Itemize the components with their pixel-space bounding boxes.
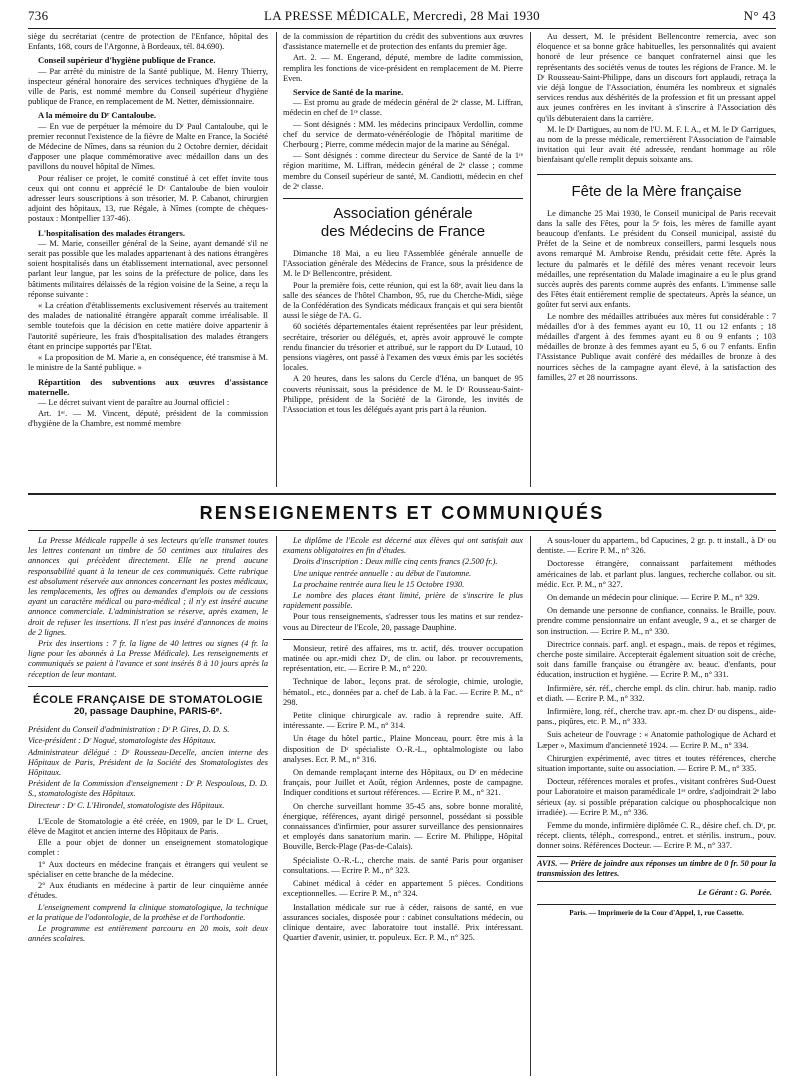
page-number: 736 — [28, 8, 49, 23]
paragraph: Pour réaliser ce projet, le comité constitué à cet effet invite tous ceux qui ont connu et apprécié le Dʳ Cantaloube de bien vouloir adresser leurs souscriptions à son trésorier, M. P. Cabanot, chirurgien adjoint des hôpitaux, 13, rue Régale, à Nîmes (compte de chèques-postaux : Montpellier 137-46). — [28, 173, 268, 224]
gerant-signature: Le Gérant : G. Porée. — [697, 888, 772, 898]
quote-paragraph: « La proposition de M. Marie a, en conséquence, été transmise à M. le ministre de la Santé publique. » — [28, 353, 268, 373]
classified-ad: Un étage du hôtel partic., Plaine Monceau, pourr. être mis à la disposition de Dʳ spécialiste O.-R.-L., ophtalmologiste ou labo analyses. Ecr. P. M., n° 316. — [283, 734, 523, 764]
classified-ad: Docteur, références morales et profes., visitant confrères Sud-Ouest pour Laboratoire et maison paramédicale 1ᵉʳ ordre, s'adjoindrait 2ᵉ labo sérieux (ay. si possible préparation calcique ou phosphocalcique non irradiée). — Ecrire P. M., n° 336. — [537, 777, 776, 817]
header-rule — [28, 28, 776, 29]
column-2 — [283, 32, 523, 487]
association-title-line-1: Association générale — [333, 205, 473, 223]
classified-ad: Directrice connais. parf. angl. et espagn., mais. de repos et régimes, cherche poste similaire. Accepterait également situation soit de crèche, soit dans famille française ou étrangère av. beauc. d'enfants, pour éducation, instruction et hygiène. — Ecrire P. M., n° 331. — [537, 639, 776, 680]
officer-line: Président du Conseil d'administration : Dʳ P. Gires, D. D. S. — [28, 725, 230, 735]
paragraph: 1° Aux docteurs en médecine français et étrangers qui veulent se spécialiser en cette branche de la médecine. — [28, 859, 268, 879]
classified-ad: A sous-louer du appartem., bd Capucines, 2 gr. p. tt install., à Dʳ ou dentiste. — Ecrire P. M., n° 326. — [537, 536, 776, 556]
ads-divider — [283, 639, 523, 640]
classified-ad: Doctoresse étrangère, connaissant parfaitement méthodes américaines de lab. et parlant plus. langues, recherche collabor. ou sit. médic. Ecr. P. M., n° 327. — [537, 559, 776, 589]
column-4 — [28, 536, 268, 1076]
officer-line: Directeur : Dʳ C. L'Hirondel, stomatologiste des Hôpitaux. — [28, 800, 225, 810]
column-divider — [530, 536, 531, 1076]
column-divider — [530, 32, 531, 487]
paragraph: Le dimanche 25 Mai 1930, le Conseil municipal de Paris recevait dans la salle des Fêtes, pour la 5ᵉ fois, les mères de famille ayant beaucoup d'enfants. Le président du Conseil municipal, assisté du Préfet de la Seine et de nombreux conseillers, parmi lesquels nous avons remarqué M. Ambroise Rendu, présidait cette fête. Après la lecture du palmarès et le défilé des mères venant recevoir leurs médailles, une représentation du Malade imaginaire a eu le plus grand succès auprès des parents comme auprès des enfants. L'immense salle des Fêtes était entièrement remplie de spectateurs. Après la séance, un goûter fut servi aux enfants. — [537, 208, 776, 310]
paragraph: Art. 2. — M. Engerand, député, membre de ladite commission, remplira les fonctions de vice-président en remplacement de M. Pierre Even. — [283, 53, 523, 83]
classified-ad: Femme du monde, infirmière diplômée C. R., désire chef. ch. Dʳ, pr. récept. clients, téléph., correspond., entret. et stérilis. instrum., pouv. donner soins. Références Docteur. — Ecrire P. M., n° 337. — [537, 821, 776, 851]
paragraph: Le programme est entièrement parcouru en 20 mois, soit deux années scolaires. — [28, 923, 268, 944]
classified-ad: Spécialiste O.-R.-L., cherche mais. de santé Paris pour organiser consultations. — Ecrire P. M., n° 323. — [283, 855, 523, 875]
paragraph: — En vue de perpétuer la mémoire du Dʳ Paul Cantaloube, qui le premier reconnut l'existence de la fièvre de Malte en France, la Société de Médecine de Nîmes, dans sa réunion du 2 Octobre dernier, décidait d'apposer une plaque commémorative avec médaillon dans un des pavillons du nouvel hôpital de Nîmes. — [28, 121, 268, 172]
ecole-title: ÉCOLE FRANÇAISE DE STOMATOLOGIE — [32, 693, 264, 706]
fete-title: Fête de la Mère française — [537, 174, 776, 201]
classified-ad: Cabinet médical à céder en appartement 5 pièces. Conditions exceptionnelles. — Ecrire P. M., n° 324. — [283, 879, 523, 899]
classified-ad: On demande remplaçant interne des Hôpitaux, ou Dʳ en médecine français, pour Juillet et Août, région Ardennes, poste de campagne. Indiquer conditions et surtout références. — Ecrire P. M., n° 321. — [283, 768, 523, 798]
paragraph: A 20 heures, dans les salons du Cercle d'Iéna, un banquet de 95 couverts réunissait, sous la présidence de M. le Dʳ Rousseau-Saint-Philippe, président de la Société de la Gironde, les invités de l'Association et tous les délégués ayant pris part à la réunion. — [283, 374, 523, 415]
news-heading: Conseil supérieur d'hygiène publique de France. — [38, 55, 216, 66]
quote-paragraph: « La création d'établissements exclusivement réservés au traitement des malades de nationalité étrangère apparaît comme irréalisable. Il semble toutefois que la décision en cette matière doive appartenir à l'autorité supérieure, les frais d'hospitalisation des malades étrangers étant en principe supportés par l'Etat. — [28, 301, 268, 351]
avis-notice: AVIS. — Prière de joindre aux réponses un timbre de 0 fr. 50 pour la transmission des lettres. — [537, 856, 776, 882]
ecole-divider — [28, 686, 268, 687]
paragraph: Droits d'inscription : Deux mille cinq cents francs (2.500 fr.). — [293, 557, 498, 567]
paragraph: — Le décret suivant vient de paraître au Journal officiel : — [38, 397, 230, 407]
paragraph: Le diplôme de l'Ecole est décerné aux élèves qui ont satisfait aux examens obligatoires en fin d'études. — [283, 536, 523, 556]
classified-ad: Suis acheteur de l'ouvrage : « Anatomie pathologique de Achard et Læper », Maximum d'ancienneté 1924. — Ecrire P. M., n° 334. — [537, 730, 776, 750]
classified-ad: Installation médicale sur rue à céder, raisons de santé, en vue assurances sociales, disposée pour : cabinet consultations médecin, ou clinique dentaire, avec laboratoire tout installé. Prix intéressant. Quartier d'avenir, usinier, tr. populeux. Ecr. P. M., n° 325. — [283, 902, 523, 943]
issue-number: N° 43 — [743, 8, 776, 23]
printer-imprint: Paris. — Imprimerie de la Cour d'Appel, 1, rue Cassette. — [537, 904, 776, 918]
section-title: RENSEIGNEMENTS ET COMMUNIQUÉS — [199, 503, 605, 523]
paragraph: — Sont désignés : MM. les médecins principaux Verdollin, comme chef du service de dermato-vénéréologie de l'hôpital maritime de Cherbourg ; Pierre, comme médecin major de la marine au Sénégal. — [283, 119, 523, 150]
classified-ad: Infirmière, long. réf., cherche trav. apr.-m. chez Dʳ ou dispens., aide-pans., piqûres, etc. P. M., n° 333. — [537, 707, 776, 727]
news-heading: Répartition des subventions aux œuvres d'assistance maternelle. — [28, 376, 268, 397]
classified-ad: Monsieur, retiré des affaires, ms tr. actif, dés. trouver occupation matinée ou apr.-midi chez Dʳ, de clin. ou labor. pr recouvrements, représentation, etc. — Ecrire P. M., n° 220. — [283, 643, 523, 674]
officer-line: Administrateur délégué : Dʳ Rousseau-Decelle, ancien interne des Hôpitaux de Paris, Président de la Société des Stomatologistes des Hôpitaux. — [28, 747, 268, 778]
classified-ad: On demande un médecin pour clinique. — Ecrire P. M., n° 329. — [547, 593, 760, 603]
news-heading: L'hospitalisation des malades étrangers. — [38, 227, 186, 238]
notice-intro: La Presse Médicale rappelle à ses lecteurs qu'elle transmet toutes les lettres contenant un timbre de 50 centimes aux titulaires des annonces qui précèdent directement. Elle ne prend aucune responsabilité quant à la teneur de ces communiqués. Cette rubrique est absolument réservée aux annonces concernant les postes médicaux, les remplacements, les offres ou demandes d'emplois ou de cessions ayant un caractère médical ou para-médical ; il n'y est inséré aucune annonce commerciale. L'administration se réserve, après examen, le droit de refuser les insertions. Il n'est pas inséré d'annonces de moins de 2 lignes. — [28, 536, 268, 637]
paragraph: Pour tous renseignements, s'adresser tous les matins et sur rendez-vous au Directeur de l'Ecole, 20, passage Dauphine. — [283, 612, 523, 632]
classified-ad: Technique de labor., leçons prat. de sérologie, chimie, urologie, hématol., etc., données par a. chef de Lab. à la Fac. — Ecrire P. M., n° 298. — [283, 677, 523, 707]
officer-line: Vice-président : Dʳ Nogué, stomatologiste des Hôpitaux. — [28, 736, 217, 746]
ecole-address: 20, passage Dauphine, PARIS-6ᵉ. — [73, 706, 223, 718]
paragraph: — Sont désignés : comme directeur du Service de Santé de la 1ʳᵉ région maritime, M. Liffran, médecin général de 2ᵉ classe ; comme membre du Conseil supérieur de santé, M. Candiotti, médecin en chef de 2ᵉ classe. — [283, 151, 523, 191]
section-rule — [28, 493, 776, 495]
officer-line: Président de la Commission d'enseignement : Dʳ P. Nespoulous, D. D. S., stomatologiste des Hôpitaux. — [28, 779, 268, 799]
paragraph: Pour la première fois, cette réunion, qui est la 68ᵉ, avait lieu dans la salle des séances de l'hôtel Chambon, 95, rue du Cherche-Midi, siège de la Confédération des Syndicats médicaux français et qui sera bientôt aussi le siège de l'A. G. — [283, 280, 523, 321]
classified-ad: Petite clinique chirurgicale av. radio à reprendre suite. Aff. intéressante. — Ecrire P. M., n° 314. — [283, 711, 523, 731]
paragraph: L'Ecole de Stomatologie a été créée, en 1909, par le Dʳ L. Cruet, élève de Magitot et ancien interne des Hôpitaux de Paris. — [28, 816, 268, 837]
paragraph: Au dessert, M. le président Bellencontre remercia, avec son éloquence et sa bonne grâce habituelles, les personnalités qui avaient honoré de leur présence ce banquet confraternel ainsi que les représentants des sociétés venus de toutes les régions de France. M. le Dʳ Rousseau-Saint-Philippe, dans un discours fort applaudi, retraça la vie déjà longue de l'Association, énuméra les nombreux et signalés services rendus aux déshérités de la profession et fit un pressant appel aux jeunes confrères en les invitant à s'inscrire à l'Association dès qu'ils débuteraient dans la carrière. — [537, 32, 776, 123]
paragraph: de la commission de répartition du crédit des subventions aux œuvres d'assistance maternelle et de protection des enfants du premier âge. — [283, 32, 523, 52]
paragraph: Dimanche 18 Mai, a eu lieu l'Assemblée générale annuelle de l'Association générale des Médecins de France, sous la présidence de M. le Dʳ Bellencontre, président. — [283, 249, 523, 279]
paragraph: Le nombre des médailles attribuées aux mères fut considérable : 7 médailles d'or à des femmes ayant eu 10, 11 ou 12 enfants ; 18 médailles d'argent à des femmes ayant eu 8 ou 9 enfants ; 103 médailles de bronze à des femmes ayant eu 5, 6 ou 7 enfants. Enfin l'Assistance Publique avait conféré des médailles de bronze à des nourrices sèches de la campagne ayant élevé, à la satisfaction des familles, 27 et 28 nourrissons. — [537, 311, 776, 382]
classified-ad: On demande une personne de confiance, connaiss. le Braille, pouv. prendre comme pensionnaire un enfant aveugle, 9 a., et se charger de son instruction. — Ecrire P. M., n° 330. — [537, 606, 776, 636]
classified-ad: Chirurgien expérimenté, avec titres et toutes références, cherche situation importante, suite ou association. — Ecrire P. M., n° 335. — [537, 753, 776, 774]
news-heading: A la mémoire du Dʳ Cantaloube. — [38, 110, 157, 121]
paragraph: La prochaine rentrée aura lieu le 15 Octobre 1930. — [293, 579, 465, 589]
classified-ad: On cherche surveillant homme 35-45 ans, sobre bonne moralité, énergique, références, ayant dirigé personnel, possédant si possible connaissances d'infirmier, pour assurer surveillance des pensionnaires et employés dans sanatorium marin. — Ecrire M. Philippe, Hôpital Bouville, Berck-Plage (Pas-de-Calais). — [283, 801, 523, 852]
classified-ad: Infirmière, sér. réf., cherche empl. ds clin. chirur. hab. manip. radio et diath. — Ecrire P. M., n° 332. — [537, 683, 776, 703]
paragraph: Une unique rentrée annuelle : au début de l'automne. — [293, 568, 472, 578]
paragraph: 60 sociétés départementales étaient représentées par leur président, secrétaire, trésorier ou délégués, et, après avoir approuvé le compte rendu financier du trésorier et attribué, sur le rapport du Dʳ Lutaud, 10 pensions viagères, ont passé à l'examen des vœux émis par les sociétés locales. — [283, 322, 523, 373]
column-divider — [276, 536, 277, 1076]
association-title — [283, 198, 523, 241]
paragraph: Elle a pour objet de donner un enseignement stomatologique complet : — [28, 838, 268, 858]
column-1 — [28, 32, 268, 487]
paragraph: — Est promu au grade de médecin général de 2ᵉ classe, M. Liffran, médecin en chef de 1ʳᵉ classe. — [283, 98, 523, 118]
column-divider — [276, 32, 277, 487]
news-heading: Service de Santé de la marine. — [293, 87, 404, 98]
column-6 — [537, 536, 776, 1076]
notice-prices: Prix des insertions : 7 fr. la ligne de 40 lettres ou signes (4 fr. la ligne pour les abonnés à La Presse Médicale). Les renseignements et communiqués se paient à l'avance et sont insérés 8 à 10 jours après la réception de leur montant. — [28, 639, 268, 679]
association-title-line-2: des Médecins de France — [320, 223, 486, 241]
paragraph: Le nombre des places étant limité, prière de s'inscrire le plus rapidement possible. — [283, 591, 523, 611]
page-header — [28, 6, 776, 26]
paragraph: M. le Dʳ Dartigues, au nom de l'U. M. F. I. A., et M. le Dʳ Garrigues, au nom de la presse médicale, remercièrent l'Association de l'aimable invitation qui leur avait été adressée, rendant hommage au rôle bienfaisant qu'elle remplit depuis soixante ans. — [537, 124, 776, 165]
journal-title: LA PRESSE MÉDICALE, Mercredi, 28 Mai 1930 — [264, 8, 540, 23]
column-3 — [537, 32, 776, 487]
paragraph: — Par arrêté du ministre de la Santé publique, M. Henry Thierry, inspecteur général honoraire des services techniques d'hygiène de la ville de Paris, est nommé membre du Conseil supérieur d'hygiène publique de France, en remplacement de M. Netter, démissionnaire. — [28, 66, 268, 107]
paragraph: siège du secrétariat (centre de protection de l'Enfance, hôpital des Enfants, 168, cours de l'Argonne, à Bordeaux, tél. 84.690). — [28, 32, 268, 52]
column-5 — [283, 536, 523, 1076]
paragraph: Art. 1ᵉʳ. — M. Vincent, député, président de la commission d'hygiène de la Chambre, est nommé membre — [28, 409, 268, 429]
paragraph: 2° Aux étudiants en médecine à partir de leur cinquième année d'études. — [28, 881, 268, 901]
section-rule — [28, 530, 776, 531]
paragraph: — M. Marie, conseiller général de la Seine, ayant demandé s'il ne serait pas possible que les malades appartenant à des nations étrangères soient hospitalisés dans un établissement international, avec personnel parlant leur langue, par les soins de la préfecture de police, dans les bâtiments militaires délaissés de la région voisine de la Seine, a reçu la réponse suivante : — [28, 238, 268, 299]
paragraph: L'enseignement comprend la clinique stomatologique, la technique et la pratique de l'odontologie, de la prothèse et de l'orthodontie. — [28, 902, 268, 922]
